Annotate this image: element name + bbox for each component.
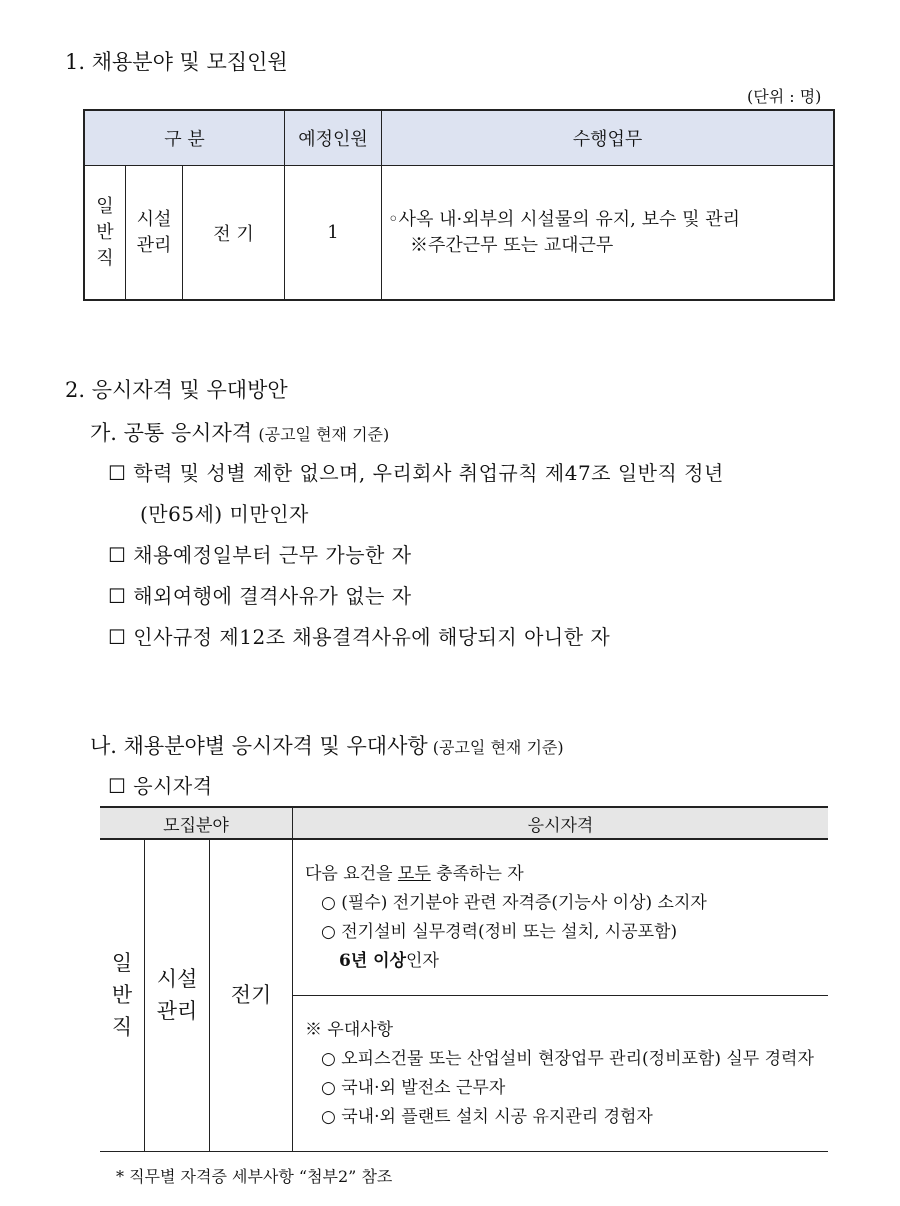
sub-field-cell-2: 전기 bbox=[210, 839, 293, 1151]
preferences-cell bbox=[293, 995, 829, 1151]
req-item-3: 6년 이상인자 bbox=[339, 951, 439, 971]
header-category: 구 분 bbox=[84, 110, 285, 166]
duty-line-2: ※주간근무 또는 교대근무 bbox=[410, 234, 614, 256]
pref-item-2: ○ 국내·외 발전소 근무자 bbox=[321, 1077, 506, 1098]
sub-b-note: (공고일 현재 기준) bbox=[432, 738, 564, 757]
sub-a-note: (공고일 현재 기준) bbox=[258, 425, 390, 444]
header-qual: 응시자격 bbox=[293, 807, 829, 839]
header-duties: 수행업무 bbox=[382, 110, 835, 166]
unit-label: (단위 : 명) bbox=[747, 87, 822, 106]
qualification-table bbox=[100, 806, 828, 1152]
header-field: 모집분야 bbox=[100, 807, 293, 839]
sub-field-cell: 전 기 bbox=[183, 166, 285, 301]
sub-b-title-line bbox=[90, 730, 564, 760]
footnote: * 직무별 자격증 세부사항 “첨부2” 참조 bbox=[116, 1167, 393, 1186]
job-type-cell: 일 반 직 bbox=[84, 166, 126, 301]
sub-b-title: 나. 채용분야별 응시자격 및 우대사항 bbox=[90, 734, 428, 758]
duties-cell bbox=[382, 166, 835, 301]
pref-item-1: ○ 오피스건물 또는 산업설비 현장업무 관리(정비포함) 실무 경력자 bbox=[321, 1048, 814, 1069]
sub-a-title-line bbox=[90, 417, 389, 447]
planned-count-cell: 1 bbox=[285, 166, 382, 301]
duty-line-1: ◦사옥 내·외부의 시설물의 유지, 보수 및 관리 bbox=[388, 208, 740, 230]
req-item-2: ○ 전기설비 실무경력(정비 또는 설치, 시공포함) bbox=[321, 922, 678, 942]
pref-item-3: ○ 국내·외 플랜트 설치 시공 유지관리 경험자 bbox=[321, 1106, 653, 1127]
field-cell-2: 시설 관리 bbox=[145, 839, 210, 1151]
common-item-4: ☐ 인사규정 제12조 채용결격사유에 해당되지 아니한 자 bbox=[108, 625, 611, 649]
section1-heading: 1. 채용분야 및 모집인원 bbox=[65, 50, 288, 74]
req-item-1: ○ (필수) 전기분야 관련 자격증(기능사 이상) 소지자 bbox=[321, 893, 707, 913]
common-item-2: ☐ 채용예정일부터 근무 가능한 자 bbox=[108, 543, 412, 567]
qualification-checkbox-label: ☐ 응시자격 bbox=[108, 774, 213, 798]
recruitment-table bbox=[83, 109, 835, 301]
common-item-3: ☐ 해외여행에 결격사유가 없는 자 bbox=[108, 584, 412, 608]
common-item-1: ☐ 학력 및 성별 제한 없으며, 우리회사 취업규칙 제47조 일반직 정년 bbox=[108, 461, 724, 485]
job-type-cell-2: 일 반 직 bbox=[111, 951, 133, 1040]
common-item-1-cont: (만65세) 미만인자 bbox=[140, 502, 309, 526]
pref-title: ※ 우대사항 bbox=[305, 1019, 394, 1040]
req-intro: 다음 요건을 모두 충족하는 자 bbox=[305, 864, 524, 884]
requirements-cell bbox=[293, 839, 829, 995]
sub-a-title: 가. 공통 응시자격 bbox=[90, 421, 253, 445]
field-cell: 시설 관리 bbox=[126, 166, 183, 301]
header-planned: 예정인원 bbox=[285, 110, 382, 166]
section2-heading: 2. 응시자격 및 우대방안 bbox=[65, 378, 288, 402]
